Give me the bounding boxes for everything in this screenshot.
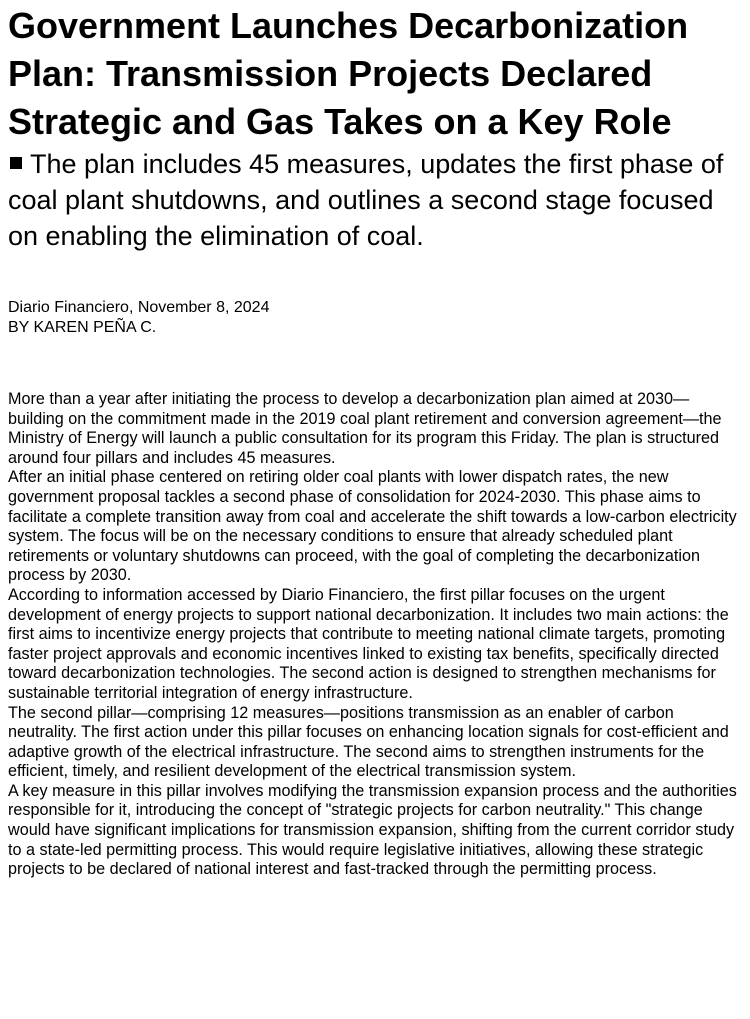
article-paragraph: More than a year after initiating the process to develop a decarbonization plan aimed at 2030—building on the commitment made in the 2019 coal plant retirement and conversion agreement—the Ministry of Energy will launch a public consultation for its program this Friday. The plan is structured around four pillars and includes 45 measures. xyxy=(8,390,722,467)
article-summary-text: The plan includes 45 measures, updates the first phase of coal plant shutdowns, and outlines a second stage focused on enabling the elimination of coal. xyxy=(8,149,724,251)
article-summary xyxy=(8,146,742,254)
article-body xyxy=(8,390,742,880)
square-bullet-icon xyxy=(10,157,22,169)
article-paragraph: According to information accessed by Diario Financiero, the first pillar focuses on the urgent development of energy projects to support national decarbonization. It includes two main actions: the first aims to incentivize energy projects that contribute to meeting national climate targets, promoting faster project approvals and economic incentives linked to existing tax benefits, specifically directed toward decarbonization technologies. The second action is designed to strengthen mechanisms for sustainable territorial integration of energy infrastructure. xyxy=(8,585,729,702)
article-paragraph: The second pillar—comprising 12 measures—positions transmission as an enabler of carbon neutrality. The first action under this pillar focuses on enhancing location signals for cost-efficient and adaptive growth of the electrical infrastructure. The second aims to strengthen instruments for the efficient, timely, and resilient development of the electrical transmission system. xyxy=(8,703,729,781)
article-paragraph: A key measure in this pillar involves modifying the transmission expansion process and the authorities responsible for it, introducing the concept of "strategic projects for carbon neutrality." This change would have significant implications for transmission expansion, shifting from the current corridor study to a state-led permitting process. This would require legislative initiatives, allowing these strategic projects to be declared of national interest and fast-tracked through the permitting process. xyxy=(8,781,737,879)
article-meta xyxy=(8,298,742,338)
article-source-line: Diario Financiero, November 8, 2024 xyxy=(8,299,270,316)
article-byline: BY KAREN PEÑA C. xyxy=(8,319,157,336)
article-paragraph: After an initial phase centered on retiring older coal plants with lower dispatch rates, the new government proposal tackles a second phase of consolidation for 2024-2030. This phase aims to facilitate a complete transition away from coal and accelerate the shift towards a low-carbon electricity system. The focus will be on the necessary conditions to ensure that already scheduled plant retirements or voluntary shutdowns can proceed, with the goal of completing the decarbonization process by 2030. xyxy=(8,468,737,585)
article-headline: Government Launches Decarbonization Plan: Transmission Projects Declared Strategic and Gas Takes on a Key Role xyxy=(8,5,689,142)
